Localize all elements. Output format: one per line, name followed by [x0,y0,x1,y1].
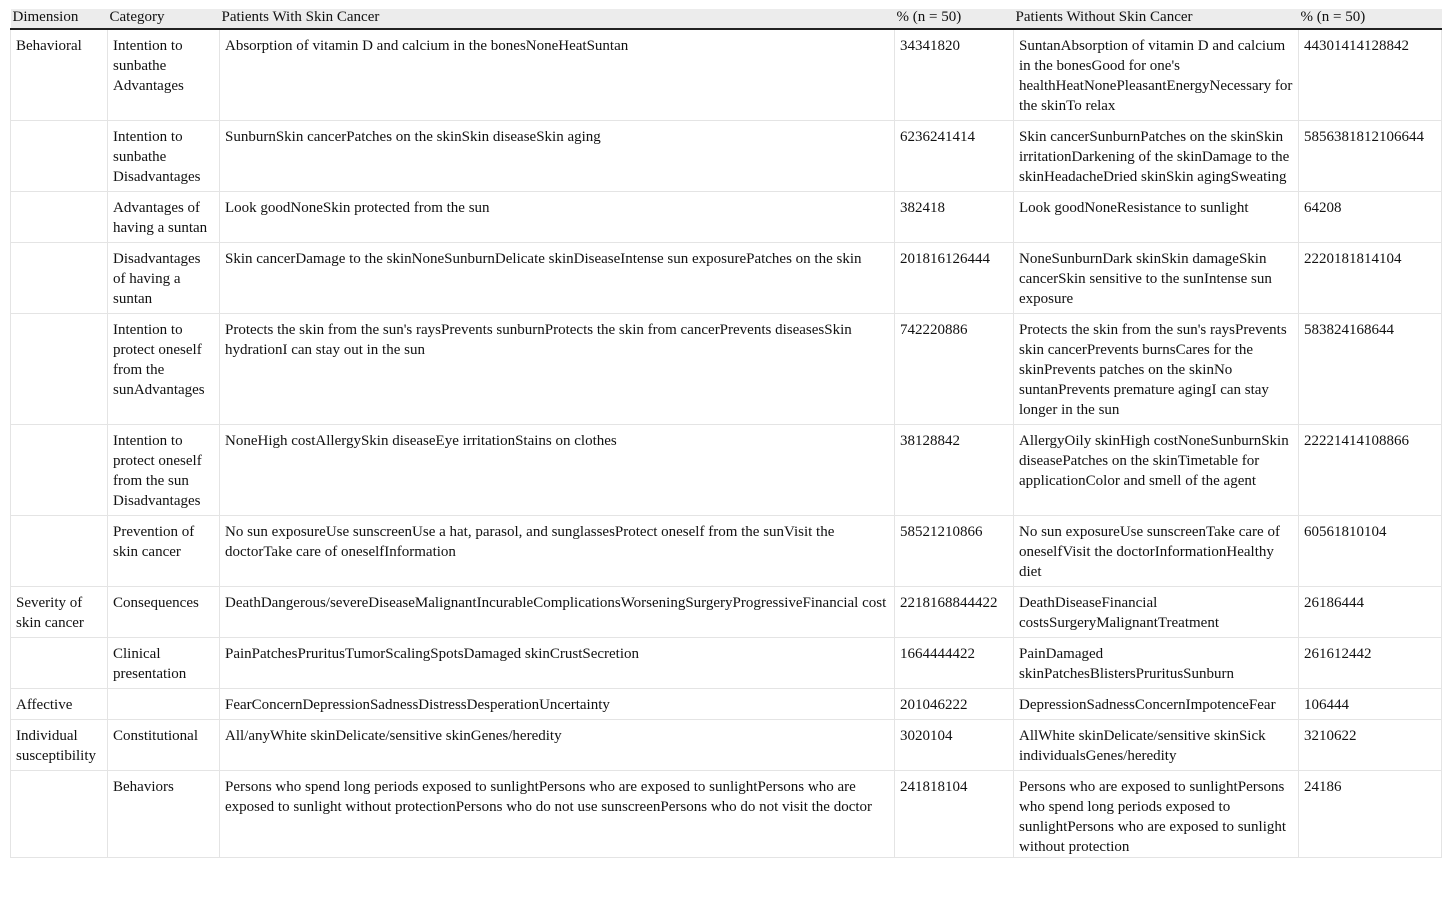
cell-dimension [11,192,108,243]
cell-category: Intention to sunbathe Disadvantages [108,121,220,192]
table-row [11,689,1442,720]
cell-without-pct: 2220181814104 [1299,243,1442,314]
cell-without-cancer: Skin cancerSunburnPatches on the skinSkin irritationDarkening of the skinDamage to the skinHeadacheDried skinSkin agingSweating [1014,121,1299,192]
cell-without-pct: 26186444 [1299,587,1442,638]
cell-without-pct: 44301414128842 [1299,29,1442,121]
header-dimension: Dimension [11,9,108,29]
cell-dimension [11,121,108,192]
cell-dimension [11,425,108,516]
cell-with-pct: 2218168844422 [895,587,1014,638]
cell-dimension: Individual susceptibility [11,720,108,771]
cell-with-cancer: DeathDangerous/severeDiseaseMalignantIncurableComplicationsWorseningSurgeryProgressiveFinancial cost [220,587,895,638]
data-table [10,9,1442,858]
cell-with-pct: 742220886 [895,314,1014,425]
header-with-cancer: Patients With Skin Cancer [220,9,895,29]
cell-without-cancer: AllergyOily skinHigh costNoneSunburnSkin diseasePatches on the skinTimetable for applicationColor and smell of the agent [1014,425,1299,516]
cell-with-pct: 38128842 [895,425,1014,516]
cell-without-cancer: DepressionSadnessConcernImpotenceFear [1014,689,1299,720]
cell-with-cancer: Absorption of vitamin D and calcium in the bonesNoneHeatSuntan [220,29,895,121]
cell-with-pct: 6236241414 [895,121,1014,192]
cell-without-cancer: Look goodNoneResistance to sunlight [1014,192,1299,243]
cell-with-pct: 382418 [895,192,1014,243]
cell-without-pct: 583824168644 [1299,314,1442,425]
table-row [11,314,1442,425]
cell-category: Consequences [108,587,220,638]
cell-category: Advantages of having a suntan [108,192,220,243]
cell-with-pct: 58521210866 [895,516,1014,587]
cell-with-pct: 1664444422 [895,638,1014,689]
cell-with-pct: 241818104 [895,771,1014,858]
cell-category: Disadvantages of having a suntan [108,243,220,314]
header-category: Category [108,9,220,29]
cell-without-pct: 60561810104 [1299,516,1442,587]
cell-category: Intention to sunbathe Advantages [108,29,220,121]
cell-with-pct: 3020104 [895,720,1014,771]
cell-without-cancer: DeathDiseaseFinancial costsSurgeryMalignantTreatment [1014,587,1299,638]
cell-without-pct: 64208 [1299,192,1442,243]
cell-category [108,689,220,720]
table-row [11,243,1442,314]
cell-with-cancer: PainPatchesPruritusTumorScalingSpotsDamaged skinCrustSecretion [220,638,895,689]
cell-with-cancer: No sun exposureUse sunscreenUse a hat, parasol, and sunglassesProtect oneself from the sunVisit the doctorTake care of oneselfInformation [220,516,895,587]
cell-with-cancer: FearConcernDepressionSadnessDistressDesperationUncertainty [220,689,895,720]
table-row [11,771,1442,858]
table-row [11,720,1442,771]
cell-without-cancer: Persons who are exposed to sunlightPersons who spend long periods exposed to sunlightPersons who are exposed to sunlight without protection [1014,771,1299,858]
cell-with-cancer: All/anyWhite skinDelicate/sensitive skinGenes/heredity [220,720,895,771]
table-row [11,425,1442,516]
cell-without-cancer: SuntanAbsorption of vitamin D and calcium in the bonesGood for one's healthHeatNonePleasantEnergyNecessary for the skinTo relax [1014,29,1299,121]
cell-without-cancer: PainDamaged skinPatchesBlistersPruritusSunburn [1014,638,1299,689]
cell-without-cancer: AllWhite skinDelicate/sensitive skinSick individualsGenes/heredity [1014,720,1299,771]
cell-dimension [11,771,108,858]
cell-with-cancer: SunburnSkin cancerPatches on the skinSkin diseaseSkin aging [220,121,895,192]
cell-without-pct: 261612442 [1299,638,1442,689]
cell-category: Clinical presentation [108,638,220,689]
cell-without-pct: 3210622 [1299,720,1442,771]
cell-dimension [11,516,108,587]
table-row [11,29,1442,121]
table-row [11,587,1442,638]
cell-dimension [11,638,108,689]
table-row [11,516,1442,587]
cell-without-cancer: No sun exposureUse sunscreenTake care of oneselfVisit the doctorInformationHealthy diet [1014,516,1299,587]
cell-with-cancer: Persons who spend long periods exposed to sunlightPersons who are exposed to sunlightPersons who are exposed to sunlight without protectionPersons who do not use sunscreenPersons who do not visit the doctor [220,771,895,858]
header-with-pct: % (n = 50) [895,9,1014,29]
cell-without-pct: 106444 [1299,689,1442,720]
cell-dimension: Severity of skin cancer [11,587,108,638]
cell-dimension: Affective [11,689,108,720]
cell-category: Intention to protect oneself from the sun Disadvantages [108,425,220,516]
cell-dimension [11,243,108,314]
cell-with-pct: 34341820 [895,29,1014,121]
cell-category: Behaviors [108,771,220,858]
header-without-cancer: Patients Without Skin Cancer [1014,9,1299,29]
cell-category: Constitutional [108,720,220,771]
cell-without-pct: 22221414108866 [1299,425,1442,516]
cell-with-cancer: Skin cancerDamage to the skinNoneSunburnDelicate skinDiseaseIntense sun exposurePatches on the skin [220,243,895,314]
cell-with-pct: 201816126444 [895,243,1014,314]
cell-with-pct: 201046222 [895,689,1014,720]
cell-dimension [11,314,108,425]
cell-category: Intention to protect oneself from the sunAdvantages [108,314,220,425]
cell-without-pct: 24186 [1299,771,1442,858]
cell-without-cancer: NoneSunburnDark skinSkin damageSkin cancerSkin sensitive to the sunIntense sun exposure [1014,243,1299,314]
cell-with-cancer: Protects the skin from the sun's raysPrevents sunburnProtects the skin from cancerPrevents diseasesSkin hydrationI can stay out in the sun [220,314,895,425]
cell-category: Prevention of skin cancer [108,516,220,587]
table-row [11,638,1442,689]
cell-with-cancer: Look goodNoneSkin protected from the sun [220,192,895,243]
cell-without-cancer: Protects the skin from the sun's raysPrevents skin cancerPrevents burnsCares for the skinPrevents patches on the skinNo suntanPrevents premature agingI can stay longer in the sun [1014,314,1299,425]
table-row [11,121,1442,192]
table-row [11,192,1442,243]
cell-without-pct: 5856381812106644 [1299,121,1442,192]
header-row [11,9,1442,29]
cell-dimension: Behavioral [11,29,108,121]
header-without-pct: % (n = 50) [1299,9,1442,29]
cell-with-cancer: NoneHigh costAllergySkin diseaseEye irritationStains on clothes [220,425,895,516]
